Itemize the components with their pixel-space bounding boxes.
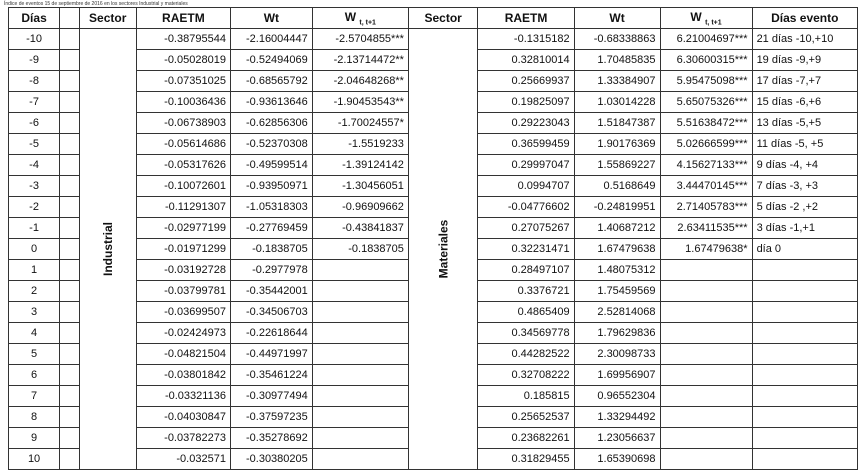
w-cum-materiales-cell: [660, 365, 752, 386]
sector-materiales: [408, 29, 478, 470]
blank-cell: [60, 92, 79, 113]
raetm-industrial-cell: -0.03799781: [136, 281, 230, 302]
raetm-industrial-cell: -0.06738903: [136, 113, 230, 134]
sector-label-industrial: Industrial: [100, 221, 115, 277]
raetm-materiales-cell: 0.185815: [478, 386, 574, 407]
wt-industrial-cell: -2.16004447: [230, 29, 312, 50]
w-cum-materiales-cell: 6.30600315***: [660, 50, 752, 71]
wt-materiales-cell: 1.75459569: [574, 281, 660, 302]
wt-industrial-cell: -0.52370308: [230, 134, 312, 155]
w-cum-industrial-cell: [312, 365, 408, 386]
day-cell: 3: [9, 302, 60, 323]
raetm-materiales-cell: 0.29223043: [478, 113, 574, 134]
event-window-cell: 5 días -2 ,+2: [752, 197, 857, 218]
day-cell: -8: [9, 71, 60, 92]
raetm-industrial-cell: -0.03321136: [136, 386, 230, 407]
blank-cell: [60, 176, 79, 197]
wt-industrial-cell: -0.35461224: [230, 365, 312, 386]
w-cum-industrial-cell: [312, 260, 408, 281]
raetm-materiales-cell: 0.32231471: [478, 239, 574, 260]
event-window-cell: 15 días -6,+6: [752, 92, 857, 113]
header-blank: [60, 8, 79, 29]
raetm-industrial-cell: -0.01971299: [136, 239, 230, 260]
event-window-cell: 13 días -5,+5: [752, 113, 857, 134]
day-cell: 10: [9, 449, 60, 470]
header-wt-industrial: Wt: [230, 8, 312, 29]
raetm-industrial-cell: -0.02977199: [136, 218, 230, 239]
day-cell: 4: [9, 323, 60, 344]
wt-materiales-cell: 1.65390698: [574, 449, 660, 470]
wt-materiales-cell: 1.40687212: [574, 218, 660, 239]
wt-materiales-cell: 1.69956907: [574, 365, 660, 386]
wt-materiales-cell: 1.33384907: [574, 71, 660, 92]
wt-industrial-cell: -1.05318303: [230, 197, 312, 218]
event-window-cell: 3 días -1,+1: [752, 218, 857, 239]
wt-industrial-cell: -0.37597235: [230, 407, 312, 428]
day-cell: -7: [9, 92, 60, 113]
raetm-materiales-cell: 0.25669937: [478, 71, 574, 92]
w-cum-materiales-cell: [660, 407, 752, 428]
w-cum-materiales-cell: [660, 323, 752, 344]
blank-cell: [60, 113, 79, 134]
wt-industrial-cell: -0.62856306: [230, 113, 312, 134]
raetm-industrial-cell: -0.07351025: [136, 71, 230, 92]
blank-cell: [60, 449, 79, 470]
day-cell: 6: [9, 365, 60, 386]
sector-label-materiales: Materiales: [436, 219, 451, 279]
event-window-cell: [752, 365, 857, 386]
raetm-industrial-cell: -0.04030847: [136, 407, 230, 428]
raetm-materiales-cell: 0.25652537: [478, 407, 574, 428]
event-window-cell: 19 días -9,+9: [752, 50, 857, 71]
raetm-materiales-cell: 0.32708222: [478, 365, 574, 386]
blank-cell: [60, 134, 79, 155]
w-cum-industrial-cell: -2.04648268**: [312, 71, 408, 92]
raetm-materiales-cell: 0.4865409: [478, 302, 574, 323]
event-window-cell: 7 días -3, +3: [752, 176, 857, 197]
wt-industrial-cell: -0.34506703: [230, 302, 312, 323]
raetm-industrial-cell: -0.05028019: [136, 50, 230, 71]
header-sector-industrial: Sector: [79, 8, 136, 29]
raetm-industrial-cell: -0.38795544: [136, 29, 230, 50]
day-cell: 2: [9, 281, 60, 302]
event-window-cell: [752, 428, 857, 449]
w-cum-industrial-cell: -0.1838705: [312, 239, 408, 260]
w-cum-materiales-cell: 3.44470145***: [660, 176, 752, 197]
w-cum-materiales-cell: [660, 260, 752, 281]
w-cum-materiales-cell: 6.21004697***: [660, 29, 752, 50]
blank-cell: [60, 323, 79, 344]
w-cum-industrial-cell: -1.70024557*: [312, 113, 408, 134]
header-dias: Días: [9, 8, 60, 29]
w-cum-materiales-cell: [660, 302, 752, 323]
blank-cell: [60, 218, 79, 239]
wt-industrial-cell: -0.49599514: [230, 155, 312, 176]
blank-cell: [60, 29, 79, 50]
raetm-industrial-cell: -0.10072601: [136, 176, 230, 197]
w-cum-industrial-cell: [312, 428, 408, 449]
w-cum-materiales-cell: 1.67479638*: [660, 239, 752, 260]
day-cell: -10: [9, 29, 60, 50]
raetm-materiales-cell: 0.28497107: [478, 260, 574, 281]
wt-industrial-cell: -0.93613646: [230, 92, 312, 113]
day-cell: -3: [9, 176, 60, 197]
w-cum-industrial-cell: -1.39124142: [312, 155, 408, 176]
raetm-industrial-cell: -0.05614686: [136, 134, 230, 155]
wt-materiales-cell: 1.55869227: [574, 155, 660, 176]
w-cum-materiales-cell: 5.02666599***: [660, 134, 752, 155]
w-cum-industrial-cell: -0.96909662: [312, 197, 408, 218]
w-cum-materiales-cell: 4.15627133***: [660, 155, 752, 176]
w-cum-industrial-cell: -0.43841837: [312, 218, 408, 239]
w-cum-materiales-cell: [660, 281, 752, 302]
w-cum-materiales-cell: 5.65075326***: [660, 92, 752, 113]
w-cum-industrial-cell: [312, 449, 408, 470]
event-window-cell: [752, 386, 857, 407]
event-window-cell: [752, 302, 857, 323]
raetm-industrial-cell: -0.11291307: [136, 197, 230, 218]
event-window-cell: [752, 407, 857, 428]
event-window-cell: 9 días -4, +4: [752, 155, 857, 176]
wt-industrial-cell: -0.35278692: [230, 428, 312, 449]
table-caption: Índice de eventos 15 de septiembre de 2016 en los sectores Industrial y materiales: [4, 1, 188, 7]
day-cell: 8: [9, 407, 60, 428]
wt-industrial-cell: -0.27769459: [230, 218, 312, 239]
wt-materiales-cell: 1.03014228: [574, 92, 660, 113]
wt-industrial-cell: -0.2977978: [230, 260, 312, 281]
day-cell: 7: [9, 386, 60, 407]
header-dias-evento: Días evento: [752, 8, 857, 29]
sector-industrial: [79, 29, 136, 470]
table-row: [9, 29, 858, 50]
raetm-materiales-cell: 0.27075267: [478, 218, 574, 239]
day-cell: -6: [9, 113, 60, 134]
w-cum-materiales-cell: 2.63411535***: [660, 218, 752, 239]
w-cum-materiales-cell: [660, 344, 752, 365]
event-window-cell: [752, 344, 857, 365]
wt-materiales-cell: 1.67479638: [574, 239, 660, 260]
w-cum-industrial-cell: [312, 407, 408, 428]
raetm-industrial-cell: -0.03782273: [136, 428, 230, 449]
blank-cell: [60, 239, 79, 260]
day-cell: 5: [9, 344, 60, 365]
event-window-cell: [752, 281, 857, 302]
wt-materiales-cell: 1.48075312: [574, 260, 660, 281]
w-cum-industrial-cell: -2.13714472**: [312, 50, 408, 71]
w-cum-materiales-cell: 5.95475098***: [660, 71, 752, 92]
day-cell: -2: [9, 197, 60, 218]
header-wt-materiales: Wt: [574, 8, 660, 29]
raetm-industrial-cell: -0.03699507: [136, 302, 230, 323]
raetm-materiales-cell: 0.29997047: [478, 155, 574, 176]
event-window-cell: 11 días -5, +5: [752, 134, 857, 155]
event-window-cell: día 0: [752, 239, 857, 260]
wt-industrial-cell: -0.30977494: [230, 386, 312, 407]
wt-materiales-cell: -0.68338863: [574, 29, 660, 50]
day-cell: -5: [9, 134, 60, 155]
day-cell: -1: [9, 218, 60, 239]
event-window-cell: [752, 449, 857, 470]
wt-materiales-cell: 1.70485835: [574, 50, 660, 71]
raetm-materiales-cell: 0.23682261: [478, 428, 574, 449]
w-cum-industrial-cell: [312, 281, 408, 302]
w-cum-materiales-cell: [660, 428, 752, 449]
blank-cell: [60, 428, 79, 449]
raetm-materiales-cell: 0.0994707: [478, 176, 574, 197]
w-cum-industrial-cell: -1.5519233: [312, 134, 408, 155]
w-cum-materiales-cell: [660, 449, 752, 470]
raetm-materiales-cell: 0.44282522: [478, 344, 574, 365]
w-cum-industrial-cell: [312, 386, 408, 407]
blank-cell: [60, 155, 79, 176]
header-raetm-industrial: RAETM: [136, 8, 230, 29]
blank-cell: [60, 365, 79, 386]
blank-cell: [60, 407, 79, 428]
blank-cell: [60, 281, 79, 302]
wt-materiales-cell: 1.90176369: [574, 134, 660, 155]
event-window-cell: [752, 260, 857, 281]
wt-industrial-cell: -0.22618644: [230, 323, 312, 344]
w-cum-industrial-cell: -1.30456051: [312, 176, 408, 197]
raetm-industrial-cell: -0.02424973: [136, 323, 230, 344]
wt-materiales-cell: 1.23056637: [574, 428, 660, 449]
wt-industrial-cell: -0.68565792: [230, 71, 312, 92]
wt-materiales-cell: 1.33294492: [574, 407, 660, 428]
wt-industrial-cell: -0.30380205: [230, 449, 312, 470]
raetm-industrial-cell: -0.04821504: [136, 344, 230, 365]
raetm-materiales-cell: 0.36599459: [478, 134, 574, 155]
table-body: [9, 29, 858, 470]
wt-materiales-cell: 1.51847387: [574, 113, 660, 134]
header-row: [9, 8, 858, 29]
raetm-materiales-cell: 0.3376721: [478, 281, 574, 302]
raetm-industrial-cell: -0.03801842: [136, 365, 230, 386]
blank-cell: [60, 344, 79, 365]
header-sector-materiales: Sector: [408, 8, 478, 29]
raetm-industrial-cell: -0.05317626: [136, 155, 230, 176]
raetm-materiales-cell: 0.19825097: [478, 92, 574, 113]
day-cell: 9: [9, 428, 60, 449]
day-cell: 0: [9, 239, 60, 260]
wt-industrial-cell: -0.44971997: [230, 344, 312, 365]
event-window-cell: [752, 323, 857, 344]
w-cum-industrial-cell: -1.90453543**: [312, 92, 408, 113]
w-cum-industrial-cell: [312, 302, 408, 323]
raetm-materiales-cell: 0.34569778: [478, 323, 574, 344]
wt-materiales-cell: 0.96552304: [574, 386, 660, 407]
raetm-materiales-cell: 0.31829455: [478, 449, 574, 470]
wt-materiales-cell: 2.52814068: [574, 302, 660, 323]
wt-materiales-cell: 0.5168649: [574, 176, 660, 197]
w-cum-materiales-cell: 2.71405783***: [660, 197, 752, 218]
raetm-industrial-cell: -0.03192728: [136, 260, 230, 281]
day-cell: 1: [9, 260, 60, 281]
raetm-materiales-cell: -0.04776602: [478, 197, 574, 218]
blank-cell: [60, 71, 79, 92]
wt-industrial-cell: -0.93950971: [230, 176, 312, 197]
blank-cell: [60, 260, 79, 281]
blank-cell: [60, 386, 79, 407]
w-cum-industrial-cell: -2.5704855***: [312, 29, 408, 50]
event-window-cell: 21 días -10,+10: [752, 29, 857, 50]
wt-materiales-cell: -0.24819951: [574, 197, 660, 218]
wt-materiales-cell: 2.30098733: [574, 344, 660, 365]
w-cum-industrial-cell: [312, 344, 408, 365]
w-cum-materiales-cell: [660, 386, 752, 407]
blank-cell: [60, 197, 79, 218]
raetm-materiales-cell: -0.1315182: [478, 29, 574, 50]
header-raetm-materiales: RAETM: [478, 8, 574, 29]
raetm-industrial-cell: -0.10036436: [136, 92, 230, 113]
w-cum-industrial-cell: [312, 323, 408, 344]
event-study-table: [8, 7, 858, 470]
blank-cell: [60, 50, 79, 71]
header-w-cum-materiales: W $_{t, t+1}$: [660, 8, 752, 29]
raetm-industrial-cell: -0.032571: [136, 449, 230, 470]
w-cum-materiales-cell: 5.51638472***: [660, 113, 752, 134]
wt-industrial-cell: -0.52494069: [230, 50, 312, 71]
wt-industrial-cell: -0.35442001: [230, 281, 312, 302]
blank-cell: [60, 302, 79, 323]
header-w-cum-industrial: W $_{t, t+1}$: [312, 8, 408, 29]
raetm-materiales-cell: 0.32810014: [478, 50, 574, 71]
event-window-cell: 17 días -7,+7: [752, 71, 857, 92]
day-cell: -4: [9, 155, 60, 176]
wt-industrial-cell: -0.1838705: [230, 239, 312, 260]
wt-materiales-cell: 1.79629836: [574, 323, 660, 344]
day-cell: -9: [9, 50, 60, 71]
